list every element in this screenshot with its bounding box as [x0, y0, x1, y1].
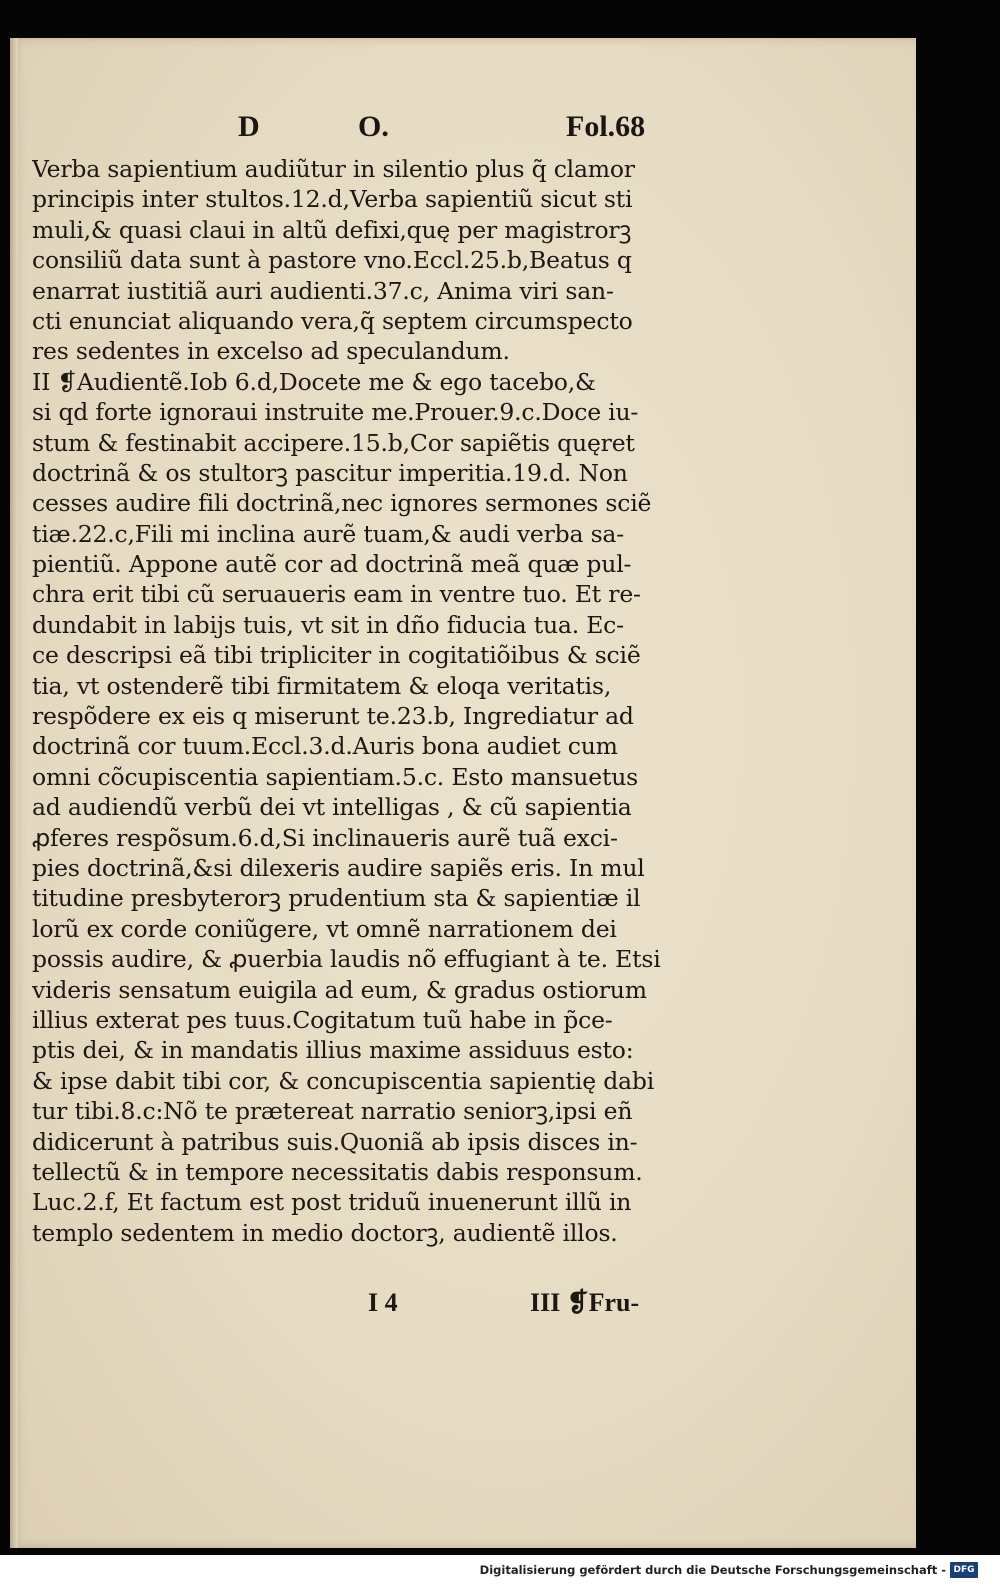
text-line: enarrat iustitiã auri audienti.37.c, Anima viri san-	[32, 276, 614, 305]
folio-number: Fol.68	[566, 110, 646, 143]
text-line: Luc.2.f, Et factum est post triduũ inuenerunt illũ in	[32, 1188, 632, 1217]
text-line: ptis dei, & in mandatis illius maxime assiduus esto:	[32, 1036, 634, 1065]
text-line: tiæ.22.c,Fili mi inclina aurẽ tuam,& audi verba sa-	[32, 519, 624, 548]
text-line: res sedentes in excelso ad speculandum.	[32, 337, 510, 366]
text-line: pientiũ. Appone autẽ cor ad doctrinã meã quæ pul-	[32, 550, 632, 579]
text-line: cesses audire fili doctrinã,nec ignores sermones sciẽ	[32, 489, 652, 518]
text-line: ad audiendũ verbũ dei vt intelligas , & cũ sapientia	[32, 793, 632, 822]
funding-credit: Digitalisierung gefördert durch die Deutsche Forschungsgemeinschaft -	[479, 1563, 946, 1577]
header-left-letter: D	[238, 110, 260, 143]
text-line: II ❡Audientẽ.Iob 6.d,Docete me & ego tacebo,&	[32, 367, 596, 396]
text-line: videris sensatum euigila ad eum, & gradus ostiorum	[32, 975, 647, 1004]
text-line: tellectũ & in tempore necessitatis dabis responsum.	[32, 1157, 643, 1186]
text-line: cti enunciat aliquando vera,q̃ septem circumspecto	[32, 306, 633, 335]
header-center-letter: O.	[358, 110, 389, 143]
text-line: lorũ ex corde coniũgere, vt omnẽ narrationem dei	[32, 914, 617, 943]
page-footer	[10, 1288, 916, 1322]
text-line: respõdere ex eis q miserunt te.23.b, Ingrediatur ad	[32, 702, 634, 731]
text-line: didicerunt à patribus suis.Quoniã ab ipsis disces in-	[32, 1127, 638, 1156]
credit-bar	[0, 1555, 1000, 1588]
dfg-logo-icon: DFG	[950, 1562, 978, 1578]
page-header	[10, 110, 916, 150]
text-line: & ipse dabit tibi cor, & concupiscentia sapientię dabi	[32, 1066, 655, 1095]
text-line: ce descripsi eã tibi tripliciter in cogitatiõibus & sciẽ	[32, 641, 641, 670]
text-line: templo sedentem in medio doctorꝫ, audientẽ illos.	[32, 1218, 618, 1247]
text-line: chra erit tibi cũ seruaueris eam in ventre tuo. Et re-	[32, 580, 641, 609]
text-line: stum & festinabit accipere.15.b,Cor sapiẽtis quęret	[32, 428, 635, 457]
text-line: omni cõcupiscentia sapientiam.5.c. Esto mansuetus	[32, 762, 638, 791]
text-line: dundabit in labijs tuis, vt sit in dño fiducia tua. Ec-	[32, 610, 624, 639]
catchword: III ❡Fru-	[530, 1288, 640, 1317]
body-text	[32, 154, 700, 1248]
text-line: consiliũ data sunt à pastore vno.Eccl.25.b,Beatus q	[32, 246, 632, 275]
text-line: pies doctrinã,&si dilexeris audire sapiẽs eris. In mul	[32, 853, 645, 882]
text-line: titudine presbyterorꝫ prudentium sta & sapientiæ il	[32, 884, 641, 913]
text-line: Verba sapientium audiũtur in silentio plus q̃ clamor	[32, 155, 635, 183]
book-page	[10, 38, 916, 1548]
text-line: ꝓferes respõsum.6.d,Si inclinaueris aurẽ tuã exci-	[32, 823, 618, 852]
text-line: doctrinã & os stultorꝫ pascitur imperitia.19.d. Non	[32, 458, 628, 487]
text-line: tur tibi.8.c:Nõ te prætereat narratio seniorꝫ,ipsi eñ	[32, 1097, 633, 1126]
text-line: illius exterat pes tuus.Cogitatum tuũ habe in p̃ce-	[32, 1005, 613, 1034]
text-line: doctrinã cor tuum.Eccl.3.d.Auris bona audiet cum	[32, 732, 618, 761]
signature-mark: I 4	[368, 1288, 398, 1317]
text-line: tia, vt ostenderẽ tibi firmitatem & eloqa veritatis,	[32, 671, 612, 700]
text-line: principis inter stultos.12.d,Verba sapientiũ sicut sti	[32, 185, 633, 214]
text-line: si qd forte ignoraui instruite me.Prouer.9.c.Doce iu-	[32, 398, 639, 427]
text-line: muli,& quasi claui in altũ defixi,quę per magistrorꝫ	[32, 215, 632, 244]
text-line: possis audire, & ꝓuerbia laudis nõ effugiant à te. Etsi	[32, 945, 661, 974]
